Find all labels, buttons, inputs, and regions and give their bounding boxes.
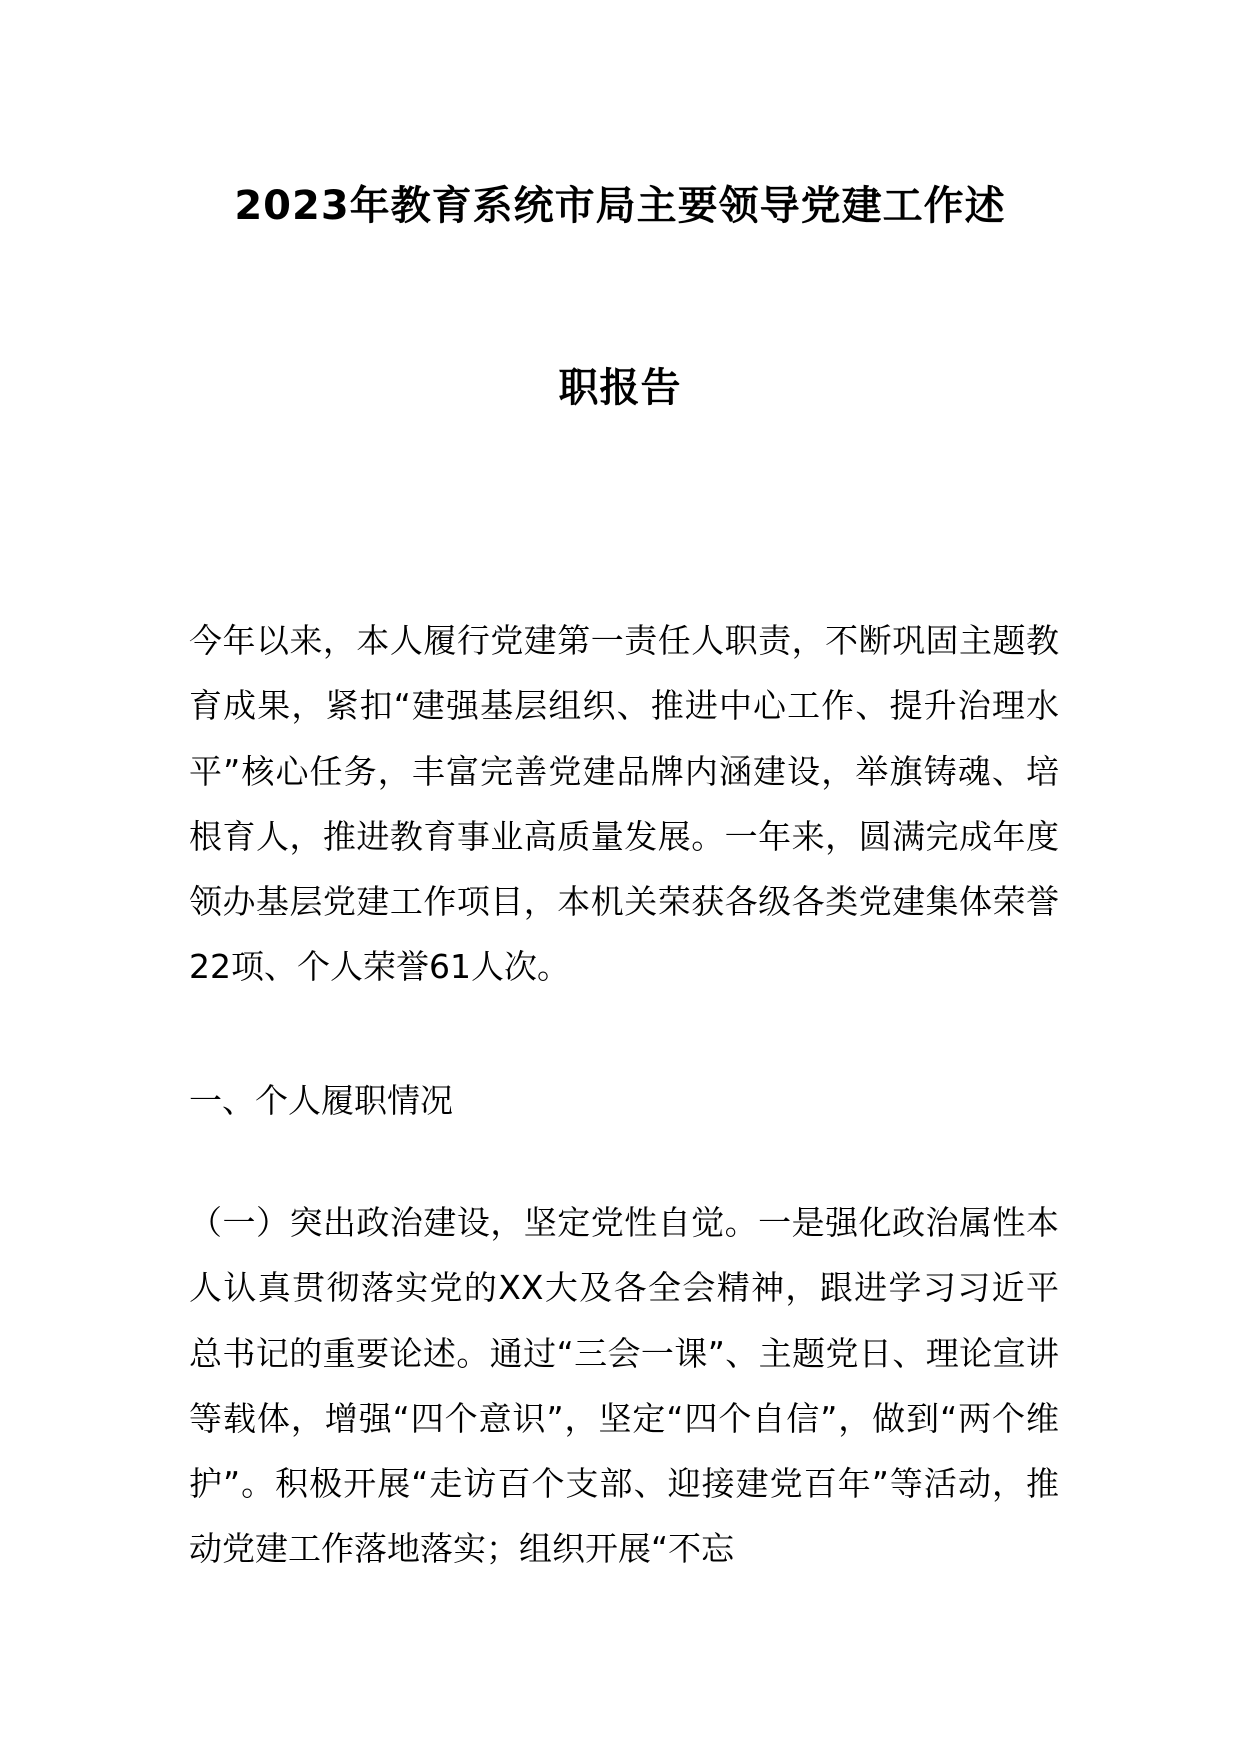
section-heading: 一、个人履职情况 <box>189 1081 453 1120</box>
document-title-line-1: 2023年教育系统市局主要领导党建工作述 <box>234 183 1006 229</box>
section-paragraph: （一）突出政治建设，坚定党性自觉。一是强化政治属性本人认真贯彻落实党的XX大及各全会精神，跟进学习习近平总书记的重要论述。通过“三会一课”、主题党日、理论宣讲等载体，增强“四个意识”，坚定“四个自信”，做到“两个维护”。积极开展“走访百个支部、迎接建党百年”等活动，推动党建工作落地落实；组织开展“不忘 <box>189 1203 1059 1569</box>
document-title-line-2: 职报告 <box>558 365 682 411</box>
intro-paragraph: 今年以来，本人履行党建第一责任人职责，不断巩固主题教育成果，紧扣“建强基层组织、推进中心工作、提升治理水平”核心任务，丰富完善党建品牌内涵建设，举旗铸魂、培根育人，推进教育事业高质量发展。一年来，圆满完成年度领办基层党建工作项目，本机关荣获各级各类党建集体荣誉22项、个人荣誉61人次。 <box>189 621 1059 987</box>
